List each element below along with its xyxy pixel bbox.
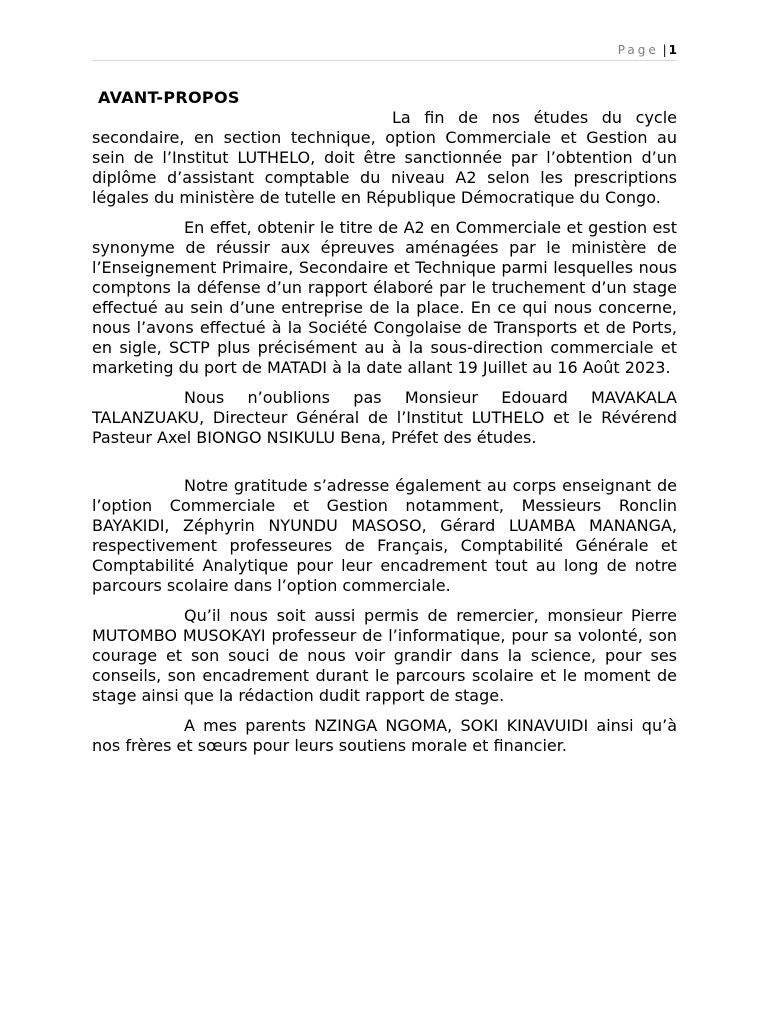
- paragraph-professor-thanks: Qu’il nous soit aussi permis de remercier, monsieur Pierre MUTOMBO MUSOKAYI professeur de l’informatique, pour sa volonté, son courage et son souci de nous voir grandir dans la science, pour ses conseils, son encadrement durant le parcours scolaire et le moment de stage ainsi que la rédaction dudit rapport de stage.: [92, 606, 677, 705]
- page-separator: |: [662, 43, 667, 57]
- page-word: Page: [617, 43, 659, 57]
- page-number-label: [618, 43, 677, 57]
- paragraph-context: En effet, obtenir le titre de A2 en Commerciale et gestion est synonyme de réussir aux épreuves aménagées par le ministère de l’Enseignement Primaire, Secondaire et Technique parmi lesquelles nous comptons la défense d’un rapport élaboré par le truchement d’un stage effectué au sein d’une entreprise de la place. En ce qui nous concerne, nous l’avons effectué à la Société Congolaise de Transports et de Ports, en sigle, SCTP plus précisément au à la sous-direction commerciale et marketing du port de MATADI à la date allant 19 Juillet au 16 Août 2023.: [92, 218, 677, 377]
- document-body: [92, 88, 677, 766]
- section-title: AVANT-PROPOS: [98, 88, 240, 107]
- page-header: [92, 40, 677, 61]
- paragraph-director-thanks: Nous n’oublions pas Monsieur Edouard MAVAKALA TALANZUAKU, Directeur Général de l’Institut LUTHELO et le Révérend Pasteur Axel BIONGO NSIKULU Bena, Préfet des études.: [92, 388, 677, 447]
- paragraph-introduction: La fin de nos études du cycle secondaire, en section technique, option Commerciale et Gestion au sein de l’Institut LUTHELO, doit être sanctionnée par l’obtention d’un diplôme d’assistant comptable du niveau A2 selon les prescriptions légales du ministère de tutelle en République Démocratique du Congo.: [92, 108, 677, 207]
- page-number: 1: [668, 43, 677, 57]
- paragraph-family-thanks: A mes parents NZINGA NGOMA, SOKI KINAVUIDI ainsi qu’à nos frères et sœurs pour leurs soutiens morale et financier.: [92, 716, 677, 755]
- paragraph-teachers-thanks: Notre gratitude s’adresse également au corps enseignant de l’option Commerciale et Gestion notamment, Messieurs Ronclin BAYAKIDI, Zéphyrin NYUNDU MASOSO, Gérard LUAMBA MANANGA, respectivement professeures de Français, Comptabilité Générale et Comptabilité Analytique pour leur encadrement tout au long de notre parcours scolaire dans l’option commerciale.: [92, 476, 677, 595]
